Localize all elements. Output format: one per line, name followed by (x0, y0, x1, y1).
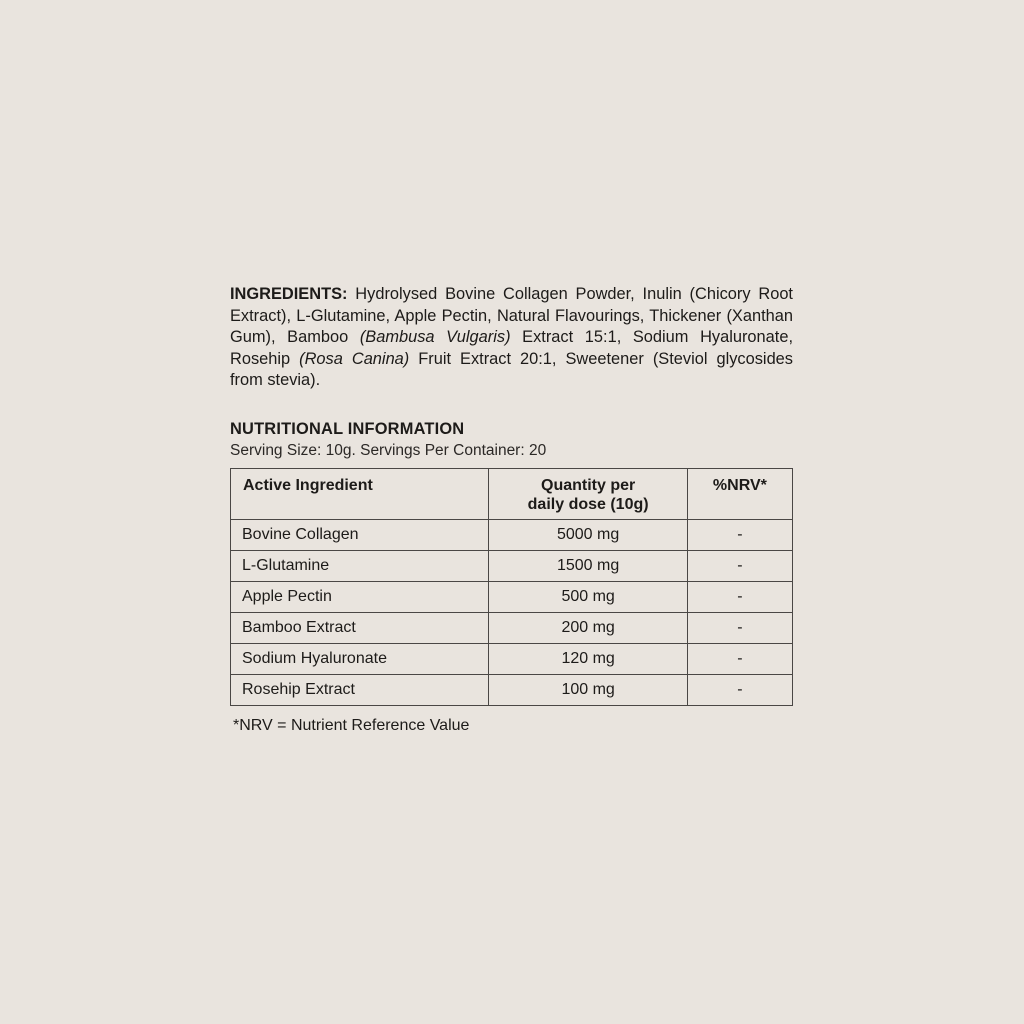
table-header-row (231, 468, 793, 519)
header-quantity (489, 468, 687, 519)
row-nrv: - (687, 643, 792, 674)
row-nrv: - (687, 674, 792, 705)
nrv-footnote: *NRV = Nutrient Reference Value (233, 716, 470, 734)
header-quantity-line-2: daily dose (10g) (527, 495, 649, 513)
row-quantity: 200 mg (489, 612, 687, 643)
row-nrv: - (687, 519, 792, 550)
row-ingredient-name: Bovine Collagen (231, 519, 489, 550)
row-nrv: - (687, 581, 792, 612)
table-row (231, 519, 793, 550)
table-row (231, 674, 793, 705)
ingredients-italic-2: (Rosa Canina) (299, 349, 410, 368)
label-panel (230, 284, 793, 737)
table-row (231, 550, 793, 581)
header-active-ingredient: Active Ingredient (231, 468, 489, 519)
row-ingredient-name: Rosehip Extract (231, 674, 489, 705)
table-row (231, 643, 793, 674)
row-ingredient-name: L-Glutamine (231, 550, 489, 581)
ingredients-italic-1: (Bambusa Vulgaris) (359, 328, 511, 347)
row-quantity: 100 mg (489, 674, 687, 705)
serving-info: Serving Size: 10g. Servings Per Container: 20 (230, 441, 547, 459)
nutrition-table (230, 468, 793, 706)
row-quantity: 5000 mg (489, 519, 687, 550)
ingredients-label: INGREDIENTS: (230, 285, 348, 303)
row-quantity: 500 mg (489, 581, 687, 612)
ingredients-part-2: Extract 15:1, Sodium Hyaluronate, Rosehip (230, 328, 794, 368)
table-row (231, 581, 793, 612)
ingredients-part-1: Hydrolysed Bovine Collagen Powder, Inulin (Chicory Root Extract), L-Glutamine, Apple Pectin, Natural Flavourings, Thickener (Xanthan Gum), Bamboo (230, 285, 793, 347)
ingredients-part-3: Fruit Extract 20:1, Sweetener (Steviol glycosides from stevia). (230, 349, 793, 390)
row-ingredient-name: Sodium Hyaluronate (231, 643, 489, 674)
row-quantity: 120 mg (489, 643, 687, 674)
header-nrv: %NRV* (687, 468, 792, 519)
nutrition-title: NUTRITIONAL INFORMATION (230, 419, 465, 438)
row-nrv: - (687, 612, 792, 643)
row-nrv: - (687, 550, 792, 581)
header-quantity-line-1: Quantity per (541, 476, 636, 494)
ingredients-text (230, 284, 793, 392)
row-ingredient-name: Apple Pectin (231, 581, 489, 612)
table-row (231, 612, 793, 643)
row-quantity: 1500 mg (489, 550, 687, 581)
row-ingredient-name: Bamboo Extract (231, 612, 489, 643)
